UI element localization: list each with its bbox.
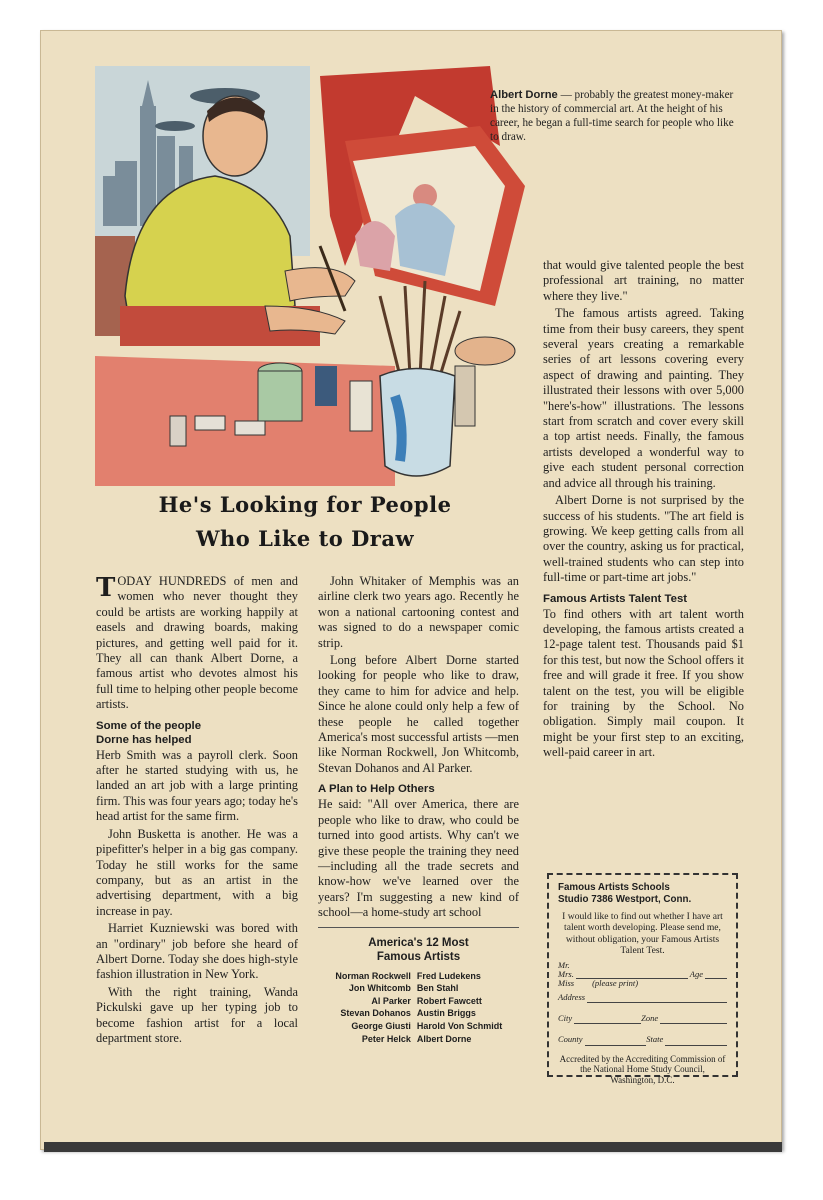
famous-title-line-1: America's 12 Most bbox=[368, 936, 469, 949]
illustration-caption bbox=[490, 88, 740, 144]
paragraph-he-said: He said: "All over America, there are people who like to draw, who could be turned into good artists. Why can't we give these people the training they need—including all the trade secrets and know-how we've learned over the years? I'm suggesting a new kind of school—a home-study art school bbox=[318, 797, 519, 920]
caption-name: Albert Dorne bbox=[490, 89, 558, 101]
famous-title-line-2: Famous Artists bbox=[376, 950, 461, 963]
artist-name: Jon Whitcomb bbox=[348, 983, 411, 994]
artist-name: Austin Briggs bbox=[416, 1008, 476, 1019]
paragraph-john-whitaker: John Whitaker of Memphis was an airline clerk two years ago. Recently he won a national cartooning contest and was signed to do a newspaper comic strip. bbox=[318, 574, 519, 650]
subhead-plan: A Plan to Help Others bbox=[318, 783, 435, 796]
artist-name: Al Parker bbox=[371, 995, 411, 1006]
paragraph-harriet: Harriet Kuzniewski was bored with an "ordinary" job before she heard of Albert Dorne. Today she does high-style fashion illustration in New York. bbox=[96, 921, 298, 982]
subhead-line-1: Some of the people bbox=[96, 719, 202, 732]
artist-name: Ben Stahl bbox=[416, 983, 459, 994]
albert-dorne-illustration bbox=[95, 66, 525, 486]
state-label: State bbox=[646, 1034, 664, 1045]
article-column-3 bbox=[543, 258, 744, 763]
age-label: Age bbox=[689, 968, 703, 979]
intro-smallcaps: ODAY HUNDREDS bbox=[117, 574, 227, 588]
zone-label: Zone bbox=[641, 1013, 659, 1024]
page-bottom-edge bbox=[44, 1142, 782, 1152]
name-field[interactable] bbox=[558, 961, 727, 988]
mrs-label: Mrs. bbox=[558, 968, 574, 979]
paragraph-john-busketta: John Busketta is another. He was a pipefitter's helper in a big gas company. Today he still works for the same company, but as an artist in the advertising department, with a big increase in pay. bbox=[96, 826, 298, 918]
headline bbox=[110, 488, 500, 556]
paragraph-not-surprised: Albert Dorne is not surprised by the success of his students. "The art field is growing. We keep getting calls from all over the country, asking us for practical, well-trained students who can step into full-time or part-time art jobs." bbox=[543, 493, 744, 585]
accreditation-note: Accredited by the Accrediting Commission of the National Home Study Council, Washington, D.C. bbox=[559, 1053, 726, 1086]
print-hint: (please print) bbox=[592, 977, 639, 988]
artist-name: Norman Rockwell bbox=[335, 970, 411, 981]
city-label: City bbox=[558, 1013, 573, 1024]
intro-text: of men and women who never thought they could be artists are working happily at easels and drawing boards, making pictures, and getting well paid for it. They all can thank Albert Dorne, a famous artist who devotes almost his full time to helping other people become artists. bbox=[96, 574, 298, 712]
caption-text: — probably the greatest money-maker in the history of commercial art. At the height of his career, he began a full-time search for people who like to draw. bbox=[490, 89, 734, 143]
subhead-line-2: Dorne has helped bbox=[96, 733, 192, 746]
article-column-2 bbox=[318, 574, 519, 1045]
coupon-title-line-2: Studio 7386 Westport, Conn. bbox=[558, 894, 692, 905]
paragraph-continued: that would give talented people the best professional art training, no matter where they live." bbox=[543, 258, 744, 303]
miss-label: Miss bbox=[558, 977, 575, 988]
paragraph-long-before: Long before Albert Dorne started looking for people who like to draw, they came to him for advice and help. Since he alone could only help a few of these people he called together America's most successful artists —men like Norman Rockwell, Jon Whitcomb, Stevan Dohanos and Al Parker. bbox=[318, 653, 519, 775]
headline-line-1: He's Looking for People bbox=[158, 492, 452, 517]
artist-name: Albert Dorne bbox=[416, 1033, 472, 1044]
coupon-title bbox=[558, 882, 727, 906]
artist-name: George Giusti bbox=[351, 1020, 411, 1031]
artist-name: Fred Ludekens bbox=[416, 970, 481, 981]
headline-line-2: Who Like to Draw bbox=[195, 526, 415, 551]
artist-name: Stevan Dohanos bbox=[340, 1008, 411, 1019]
paragraph-herb-smith: Herb Smith was a payroll clerk. Soon after he started studying with us, he landed an art job with a large printing firm. This was four years ago; today he's head artist for the same firm. bbox=[96, 747, 298, 824]
mr-label: Mr. bbox=[558, 959, 570, 970]
famous-artists-title bbox=[318, 936, 519, 964]
coupon-title-line-1: Famous Artists Schools bbox=[558, 882, 670, 893]
paragraph-talent-test: To find others with art talent worth developing, the famous artists created a 12-page talent test. Thousands paid $1 for this test, but now the School offers it free and will grade it free. If you show talent on the test, you will be eligible for training by the School. No obligation. Simply mail coupon. It might be your first step to an exciting, well-paid career in art. bbox=[543, 606, 744, 760]
subhead-people-helped bbox=[96, 719, 298, 747]
intro-paragraph bbox=[96, 574, 298, 713]
city-zone-field[interactable] bbox=[558, 1013, 727, 1024]
county-state-field[interactable] bbox=[558, 1034, 727, 1045]
paragraph-wanda: With the right training, Wanda Pickulski gave up her typing job to become fashion artist for a local department store. bbox=[96, 984, 298, 1045]
drop-cap: T bbox=[96, 573, 116, 603]
coupon-body: I would like to find out whether I have art talent worth developing. Please send me, without obligation, your Famous Artists Talent Test. bbox=[562, 911, 723, 957]
mail-coupon[interactable] bbox=[547, 873, 738, 1086]
address-label: Address bbox=[558, 991, 586, 1002]
article-column-1 bbox=[96, 574, 298, 1048]
artist-name: Harold Von Schmidt bbox=[416, 1020, 503, 1031]
divider bbox=[318, 927, 519, 928]
subhead-talent-test: Famous Artists Talent Test bbox=[543, 592, 688, 605]
famous-artists-list bbox=[318, 970, 519, 1046]
brush-jar bbox=[380, 281, 460, 476]
address-field[interactable] bbox=[558, 992, 727, 1003]
county-label: County bbox=[558, 1034, 583, 1045]
paragraph-artists-agreed: The famous artists agreed. Taking time from their busy careers, they spent several years creating a remarkable series of art lessons covering every aspect of drawing and painting. They illustrated their lessons with over 5,000 "here's-how" illustrations. The lessons start from scratch and cover every skill a top artist needs. Finally, the famous artists developed a wonderful way to give each student personal correction and advice all through his training. bbox=[543, 306, 744, 490]
artist-name: Peter Helck bbox=[361, 1033, 411, 1044]
artist-name: Robert Fawcett bbox=[416, 995, 482, 1006]
